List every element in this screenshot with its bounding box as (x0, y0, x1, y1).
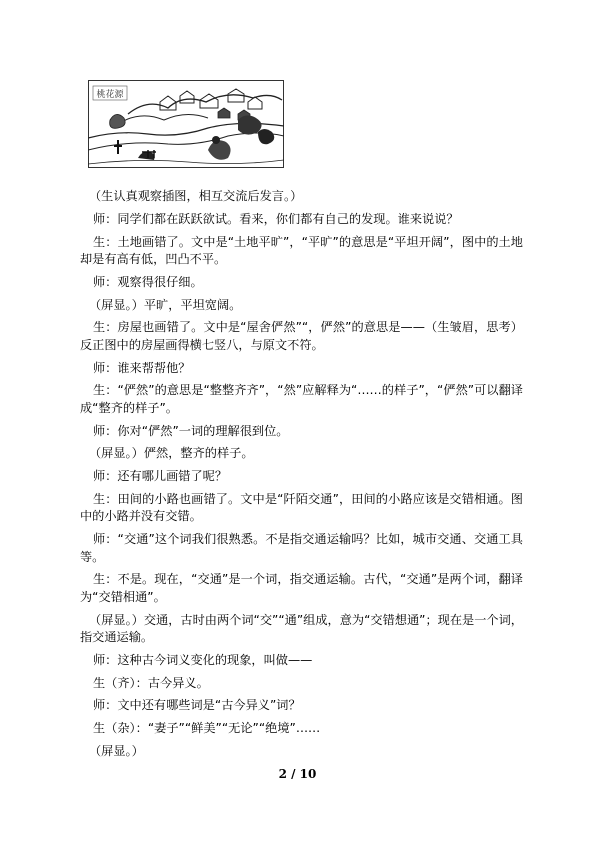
illustration-caption: 桃花源 (96, 90, 124, 100)
stage-direction: （生认真观察插图，相互交流后发言。） (89, 189, 303, 203)
teacher-line: 师：文中还有哪些词是“古今异义”词？ (93, 698, 301, 713)
student-line: 生：土地画错了。文中是“土地平旷”，“平旷”的意思是“平坦开阔”，图中的土地却是有高有低，凹凸不平。 (80, 234, 523, 266)
screen-display: （屏显。）俨然，整齐的样子。 (89, 446, 254, 461)
teacher-line: 师：还有哪儿画错了呢？ (93, 469, 228, 484)
teacher-line: 师：谁来帮帮他？ (93, 360, 191, 375)
teacher-line: 师：你对“俨然”一词的理解很到位。 (93, 423, 289, 438)
student-line: 生（杂）：“妻子”“鲜美”“无论”“绝境”…… (93, 721, 321, 736)
teacher-line: 师：“交通”这个词我们很熟悉。不是指交通运输吗？比如，城市交通、交通工具等。 (80, 532, 523, 564)
student-line: 生：不是。现在，“交通”是一个词，指交通运输。古代，“交通”是两个词，翻译为“交错相通”。 (80, 572, 523, 604)
screen-display: （屏显。）平旷，平坦宽阔。 (89, 297, 242, 312)
teacher-line: 师：观察得很仔细。 (93, 274, 203, 289)
screen-display: （屏显。）交通，古时由两个词“交”“通”组成，意为“交错想通”；现在是一个词，指交通运输。 (80, 612, 523, 644)
student-line: 生：“俨然”的意思是“整整齐齐”，“然”应解释为“……的样子”，“俨然”可以翻译成“整齐的样子”。 (80, 383, 523, 415)
student-line: 生：田间的小路也画错了。文中是“阡陌交通”，田间的小路应该是交错相通。图中的小路并没有交错。 (80, 491, 523, 524)
peach-blossom-illustration (88, 80, 284, 168)
teacher-line: 师：同学们都在跃跃欲试。看来，你们都有自己的发现。谁来说说？ (93, 211, 459, 226)
landscape-sketch-image (88, 80, 284, 168)
lesson-transcript (80, 188, 523, 766)
teacher-line: 师：这种古今词义变化的现象，叫做—— (93, 652, 313, 667)
student-line: 生：房屋也画错了。文中是“屋舍俨然”“，俨然”的意思是——（生皱眉，思考）反正图中的房屋画得横七竖八，与原文不符。 (80, 320, 523, 352)
page-number: 2 / 10 (278, 767, 317, 781)
screen-display: （屏显。） (89, 743, 144, 758)
student-line: 生（齐）：古今异义。 (93, 675, 209, 690)
